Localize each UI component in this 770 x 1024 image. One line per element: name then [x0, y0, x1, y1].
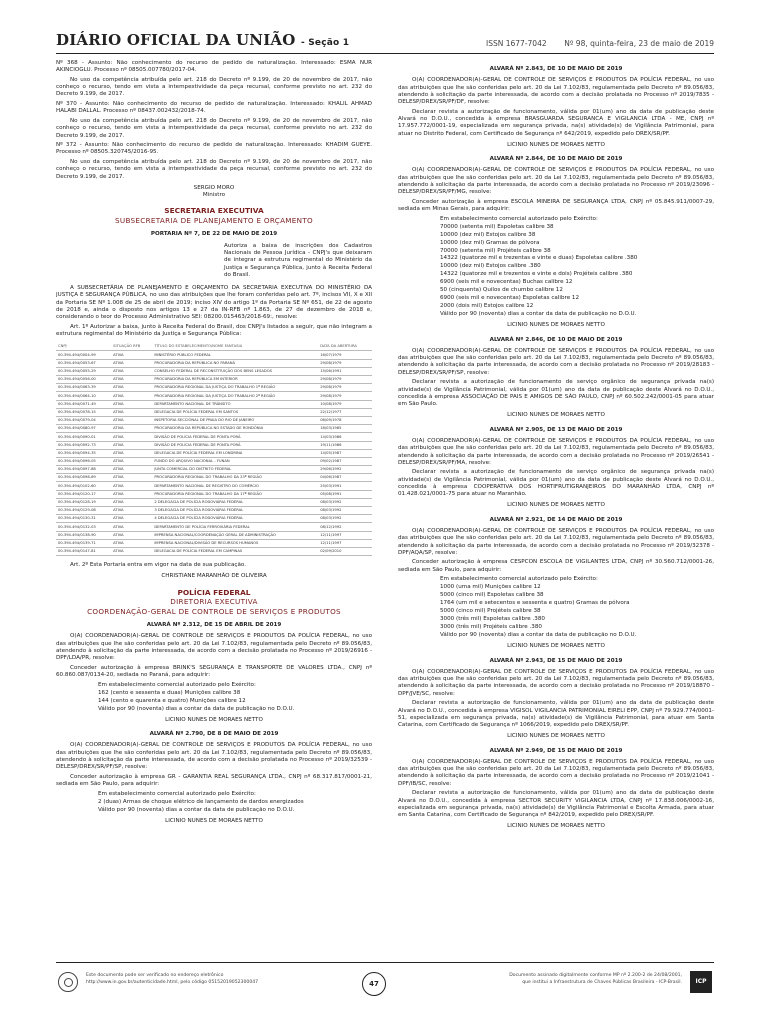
table-cell: 22/12/1977: [318, 408, 372, 416]
table-cell: 00.394.494/0092-73: [56, 441, 111, 449]
table-row: [56, 400, 372, 408]
table-cell: ATIVA: [111, 515, 152, 523]
table-row: [56, 433, 372, 441]
alvara-title: ALVARÁ Nº 2.905, DE 13 DE MAIO DE 2019: [489, 426, 623, 433]
list-item: 6900 (seis mil e novecentas) Buchas calibre 12: [440, 279, 573, 286]
table-cell: 18/03/1985: [318, 425, 372, 433]
table-cell: 19/11/1986: [318, 441, 372, 449]
org-subheading: SUBSECRETARIA DE PLANEJAMENTO E ORÇAMENTO: [115, 216, 313, 226]
table-cell: CONSELHO FEDERAL DE RECONSTITUIÇÃO DOS BENS LESADOS: [152, 367, 318, 375]
portaria-body: A SUBSECRETÁRIA DE PLANEJAMENTO E ORÇAMENTO DA SECRETARIA EXECUTIVA DO MINISTÉRIO DA JUSTIÇA E SEGURANÇA PÚBLICA, no uso das atribuições que lhe foram conferidas pelo art. 7º, incisos VII, X e XII da Portaria SE Nº 1.008 de 25 de abril de 2019; inciso XIV do artigo 1º da Portaria SE Nº 651, de 22 de agosto de 2018 e, ainda o disposto nos artigos 13 e 27 da IN-RFB nº 1.863, de 27 de dezembro de 2018 e, considerando o teor do Processo Administrativo SEI: 08200.015463/2018-69:, resolve:: [56, 285, 372, 321]
journal-title: DIÁRIO OFICIAL DA UNIÃO - Seção 1: [56, 30, 350, 49]
issn: ISSN 1677-7042: [486, 39, 547, 49]
table-cell: 14/05/1987: [318, 449, 372, 457]
table-cell: 08/03/1992: [318, 515, 372, 523]
list-item: 5000 (cinco mil) Projéteis calibre 38: [440, 608, 541, 615]
table-cell: ATIVA: [111, 539, 152, 547]
table-cell: DELEGACIA DE POLÍCIA FEDERAL EM SANTOS: [152, 408, 318, 416]
list-item: 70000 (setenta mil) Espoletas calibre 38: [440, 223, 554, 230]
alvara-paragraph: O(A) COORDENADOR(A)-GERAL DE CONTROLE DE SERVIÇOS E PRODUTOS DA POLÍCIA FEDERAL, no uso das atribuições que lhe são conferidas pelo art. 20 da Lei 7.102/83, regulamentada pelo Decreto nº 89.056/83, atendendo à solicitação da parte interessada, de acordo com a decisão prolatada no Processo nº 2019/32378 - DPF/AQA/SP, resolve:: [398, 528, 714, 556]
list-item: 10000 (dez mil) Estojos calibre 38: [440, 231, 536, 238]
alvara-title: ALVARÁ Nº 2.790, DE 8 DE MAIO DE 2019: [149, 731, 279, 738]
edition-date: Nº 98, quinta-feira, 23 de maio de 2019: [564, 39, 714, 49]
table-cell: 25/03/1991: [318, 482, 372, 490]
table-cell: 29/06/1992: [318, 466, 372, 474]
table-cell: 00.394.494/0004-99: [56, 351, 111, 359]
alvara-title: ALVARÁ Nº 2.844, DE 10 DE MAIO DE 2019: [489, 156, 623, 163]
alvara-paragraph: O(A) COORDENADOR(A)-GERAL DE CONTROLE DE SERVIÇOS E PRODUTOS DA POLÍCIA FEDERAL, no uso das atribuições que lhe são conferidas pelo art. 20 da Lei 7.102/83, regulamentada pelo Decreto nº 89.056/83, atendendo à solicitação da parte interessada, de acordo com a decisão prolatada no Processo nº 2019/23096 - DELESP/DREX/SR/PF/MG, resolve:: [398, 167, 714, 196]
republic-seal-icon: [58, 972, 78, 992]
list-item: Válido por 90 (noventa) dias a contar da data de publicação no D.O.U.: [440, 311, 637, 318]
alvara-paragraph: Conceder autorização à empresa GR - GARANTIA REAL SEGURANÇA LTDA., CNPJ nº 68.317.817/0001-21, sediada em São Paulo, para adquirir:: [56, 773, 372, 788]
table-cell: ATIVA: [111, 433, 152, 441]
table-cell: 06/09/1978: [318, 416, 372, 424]
table-cell: 2 DELEGACIA DE POLÍCIA RODOVIÁRIA FEDERAL: [152, 498, 318, 506]
table-row: [56, 547, 372, 555]
table-cell: 00.394.494/0096-05: [56, 457, 111, 465]
table-cell: ATIVA: [111, 376, 152, 384]
table-cell: 14/03/1986: [318, 433, 372, 441]
signature-moro: SERGIO MORO Ministro: [193, 184, 235, 199]
table-cell: DEPARTAMENTO NACIONAL DE TRÂNSITO: [152, 400, 318, 408]
alvara-paragraph: Declarar revista a autorização de funcionamento, válida por 01(um) ano da data de publicação deste Alvará no D.O.U., concedida à empresa SECTOR SECURITY VIGILANCIA LTDA, CNPJ nº 17.838.006/0002-16, especializada em segurança privada, na(s) atividade(s) de Vigilância Patrimonial e Escolta Armada, para atuar em Santa Catarina, com Certificado de Segurança nº 842/2019, expedido pelo DREX/SR/PF.: [398, 790, 714, 819]
table-cell: ATIVA: [111, 351, 152, 359]
left-column: [56, 60, 372, 955]
table-cell: 00.394.494/0132-03: [56, 523, 111, 531]
list-item: 14322 (quatorze mil e trezentas e vinte e duas) Espoletas calibre .380: [440, 255, 638, 262]
table-header-cell: SITUAÇÃO RFB: [111, 343, 152, 351]
table-row: [56, 416, 372, 424]
signature-licinio: LICINIO NUNES DE MORAES NETTO: [165, 817, 263, 824]
table-cell: PROCURADORIA DA REPÚBLICA NO PARANÁ: [152, 359, 318, 367]
table-cell: 08/03/1992: [318, 507, 372, 515]
table-cell: 16/07/1979: [318, 351, 372, 359]
table-row: [56, 515, 372, 523]
alvara-title: ALVARÁ Nº 2.949, DE 15 DE MAIO DE 2019: [489, 747, 623, 754]
decision-370: Nº 370 - Assunto: Não conhecimento do recurso de pedido de naturalização. Interessado: KHALIL AHMAD HALABI DALLAL. Processo nº 08437.002432/2018-74.: [56, 101, 372, 115]
list-item: Válido por 90 (noventa) dias a contar da data de publicação no D.O.U.: [440, 632, 637, 639]
table-cell: PROCURADORIA REGIONAL DA JUSTIÇA DO TRABALHO 2ª REGIÃO: [152, 392, 318, 400]
list-item: 1000 (uma mil) Munições calibre 12: [440, 584, 541, 591]
decision-370-body: No uso da competência atribuída pelo art. 218 do Decreto nº 9.199, de 20 de novembro de 2017, não conheço o recurso, tendo em vista a intempestividade da peça recursal, conforme previsto no art. 232 do Decreto 9.199, de 2017.: [56, 118, 372, 139]
table-cell: ATIVA: [111, 425, 152, 433]
agency-subheading-2: COORDENAÇÃO-GERAL DE CONTROLE DE SERVIÇOS E PRODUTOS: [87, 606, 341, 616]
table-cell: ATIVA: [111, 384, 152, 392]
list-item: 10000 (dez mil) Gramas de pólvora: [440, 239, 540, 246]
table-row: [56, 474, 372, 482]
signature-note: Documento assinado digitalmente conforme MP nº 2.200-2 de 24/08/2001, que institui a Infraestrutura de Chaves Públicas Brasileira - ICP-Brasil.: [509, 973, 682, 985]
table-row: [56, 408, 372, 416]
table-cell: 12/11/1997: [318, 539, 372, 547]
list-item: 50 (cinquenta) Quilos de chumbo calibre 12: [440, 287, 563, 294]
signature-licinio: LICINIO NUNES DE MORAES NETTO: [507, 412, 605, 419]
table-cell: FUNDO DO ARQUIVO NACIONAL - FUNAN: [152, 457, 318, 465]
table-cell: 29/08/1979: [318, 376, 372, 384]
table-cell: DEPARTAMENTO NACIONAL DE REGISTRO DO COMÉRCIO: [152, 482, 318, 490]
table-header-cell: TÍTULO DO ESTABELECIMENTO/NOME FANTASIA: [152, 343, 318, 351]
list-item: 10000 (dez mil) Estojos calibre .380: [440, 263, 541, 270]
alvara-paragraph: Declarar revista a autorização de funcionamento de serviço orgânico de segurança privada na(s) atividade(s) de Vigilância Patrimonial, válida por 01(um) ano da data de publicação deste Alvará no D.O.U., concedida à empresa ASSOCIAÇÃO DE PAIS E AMIGOS DE SÃO PAULO, CNPJ nº 60.502.242/0001-05 para atuar em São Paulo.: [398, 379, 714, 408]
alvara-paragraph: O(A) COORDENADOR(A)-GERAL DE CONTROLE DE SERVIÇOS E PRODUTOS DA POLÍCIA FEDERAL, no uso das atribuições que lhe são conferidas pelo art. 20 da Lei 7.102/83, regulamentada pelo Decreto nº 89.056/83, atendendo à solicitação da parte interessada, de acordo com a decisão prolatada no Processo nº 2019/18870 - DPF/JVE/SC, resolve:: [398, 668, 714, 697]
table-cell: 12/11/1997: [318, 531, 372, 539]
table-row: [56, 392, 372, 400]
table-cell: INSPETORIA SECCIONAL DE PRAIA DO RIO DE JANEIRO: [152, 416, 318, 424]
table-cell: ATIVA: [111, 466, 152, 474]
signature-licinio: LICINIO NUNES DE MORAES NETTO: [165, 716, 263, 723]
table-cell: 00.394.494/0071-49: [56, 400, 111, 408]
table-cell: 08/12/1992: [318, 523, 372, 531]
table-cell: PROCURADORIA DA REPÚBLICA NO ESTADO DE RONDÔNIA: [152, 425, 318, 433]
table-header-cell: DATA DA ABERTURA: [318, 343, 372, 351]
alvara-title: ALVARÁ Nº 2.843, DE 10 DE MAIO DE 2019: [489, 66, 623, 72]
table-cell: 00.394.494/0120-17: [56, 490, 111, 498]
table-cell: ATIVA: [111, 367, 152, 375]
table-cell: DIVISÃO DE POLÍCIA FEDERAL DE PONTA PORÃ: [152, 433, 318, 441]
table-cell: 00.394.494/0063-39: [56, 384, 111, 392]
table-cell: 00.394.494/0064-10: [56, 392, 111, 400]
table-header-cell: CNPJ: [56, 343, 111, 351]
table-cell: 05/08/1991: [318, 490, 372, 498]
alvara-title: ALVARÁ Nº 2.312, DE 15 DE ABRIL DE 2019: [146, 622, 282, 629]
table-cell: IMPRENSA NACIONAL/DIVISÃO DE RECURSOS HUMANOS: [152, 539, 318, 547]
signature-licinio: LICINIO NUNES DE MORAES NETTO: [507, 823, 605, 830]
table-cell: PROCURADORIA DA REPÚBLICA EM INTERIOR: [152, 376, 318, 384]
table-cell: ATIVA: [111, 523, 152, 531]
verification-link[interactable]: http://www.in.gov.br/autenticidade.html, pelo código 05152019052300047: [86, 979, 259, 985]
table-row: [56, 482, 372, 490]
decision-372: Nº 372 - Assunto: Não conhecimento do recurso de pedido de naturalização. Interessado: KHADIM GUEYE. Processo nº 08505.320745/2016-95.: [56, 142, 372, 156]
table-cell: 08/03/1992: [318, 498, 372, 506]
alvara-paragraph: Conceder autorização à empresa ESCOLA MINEIRA DE SEGURANÇA LTDA, CNPJ nº 05.845.911/0007-29, sediada em Minas Gerais, para adquirir:: [398, 198, 714, 213]
table-cell: 29/08/1979: [318, 384, 372, 392]
alvara-paragraph: O(A) COORDENADOR(A)-GERAL DE CONTROLE DE SERVIÇOS E PRODUTOS DA POLÍCIA FEDERAL, no uso das atribuições que lhe são conferidas pelo art. 20 da Lei 7.102/83, regulamentada pelo Decreto nº 89.056/83, atendendo à solicitação da parte interessada, de acordo com a decisão prolatada no Processo nº 2019/32539 - DELESP/DREX/SR/PF/SP, resolve:: [56, 742, 372, 771]
table-cell: 15/06/1991: [318, 367, 372, 375]
table-cell: 09/02/1987: [318, 457, 372, 465]
table-cell: ATIVA: [111, 449, 152, 457]
section-label: - Seção 1: [300, 37, 350, 48]
table-row: [56, 376, 372, 384]
table-row: [56, 441, 372, 449]
table-cell: PROCURADORIA REGIONAL DO TRABALHO DA 17ª REGIÃO: [152, 490, 318, 498]
table-cell: JUNTA COMERCIAL DO DISTRITO FEDERAL: [152, 466, 318, 474]
table-row: [56, 539, 372, 547]
signature-licinio: LICINIO NUNES DE MORAES NETTO: [507, 643, 605, 650]
list-item: 5000 (cinco mil) Espoletas calibre 38: [440, 592, 544, 599]
table-cell: 10/08/1979: [318, 400, 372, 408]
table-cell: 00.394.494/0056-00: [56, 376, 111, 384]
table-row: [56, 367, 372, 375]
portaria-ementa: Autoriza a baixa de inscrições dos Cadastros Nacionais de Pessoa Jurídica - CNPJ's que deixaram de integrar a estrutura regimental do Ministério da Justiça e Segurança Pública, junto à Receita Federal do Brasil.: [224, 242, 372, 278]
list-item: 3000 (três mil) Espoletas calibre .380: [440, 616, 545, 623]
table-cell: 29/08/1979: [318, 392, 372, 400]
page-footer: [56, 962, 714, 1002]
list-item: 14322 (quatorze mil e trezentos e vinte e dois) Projéteis calibre .380: [440, 271, 633, 278]
table-cell: 29/08/1979: [318, 359, 372, 367]
table-row: [56, 449, 372, 457]
table-cell: ATIVA: [111, 498, 152, 506]
list-item: 2000 (dois mil) Estojos calibre 12: [440, 303, 534, 310]
alvara-paragraph: O(A) COORDENADOR(A)-GERAL DE CONTROLE DE SERVIÇOS E PRODUTOS DA POLÍCIA FEDERAL, no uso das atribuições que lhe são conferidas pelo art. 20 da Lei 7.102/83, regulamentada pelo Decreto nº 89.056/83, atendendo à solicitação da parte interessada, de acordo com a decisão prolatada no Processo nº 2019/21041 - DPF/IB/SC, resolve:: [398, 758, 714, 787]
table-row: [56, 490, 372, 498]
alvara-paragraph: Declarar revista a autorização de funcionamento, válida por 01(um) ano da data de publicação deste Alvará no D.O.U., concedida à empresa VIGISOL VIGILANCIA PATRIMONIAL EIRELI EPP, CNPJ nº 79.929.774/0001-51, especializada em segurança privada, na(s) atividade(s) de Vigilância Patrimonial, para atuar em Santa Catarina, com Certificado de Segurança nº 1066/2019, expedido pelo DREX/SR/PF.: [398, 700, 714, 729]
table-cell: IMPRENSA NACIONAL/COORDENAÇÃO GERAL DE ADMINISTRAÇÃO: [152, 531, 318, 539]
list-item: 1764 (um mil e setecentos e sessenta e quatro) Gramas de pólvora: [440, 600, 630, 607]
decision-368-body: No uso da competência atribuída pelo art. 218 do Decreto nº 9.199, de 20 de novembro de 2017, não conheço o recurso, tendo em vista a intempestividade da peça recursal, conforme previsto no art. 232 do Decreto 9.199, de 2017.: [56, 76, 372, 98]
table-row: [56, 531, 372, 539]
signature-licinio: LICINIO NUNES DE MORAES NETTO: [507, 502, 605, 509]
list-item: Em estabelecimento comercial autorizado pelo Exército:: [440, 576, 598, 583]
table-cell: ATIVA: [111, 531, 152, 539]
table-cell: ATIVA: [111, 547, 152, 555]
list-item: Em estabelecimento comercial autorizado pelo Exército:: [440, 215, 598, 222]
table-cell: ATIVA: [111, 400, 152, 408]
table-cell: DELEGACIA DE POLÍCIA FEDERAL EM CAMPINAS: [152, 547, 318, 555]
table-cell: 00.394.494/0078-15: [56, 408, 111, 416]
table-cell: 00.394.494/0097-88: [56, 466, 111, 474]
table-row: [56, 384, 372, 392]
alvara-paragraph: O(A) COORDENADOR(A)-GERAL DE CONTROLE DE SERVIÇOS E PRODUTOS DA POLÍCIA FEDERAL, no uso das atribuições que lhe são conferidas pelo art. 20 da Lei 7.102/83, regulamentada pelo Decreto nº 89.056/83, atendendo à solicitação da parte interessada, de acordo com a decisão prolatada no Processo nº 2019/26916 - DPF/LDA/PR, resolve:: [56, 633, 372, 662]
verification-note: Este documento pode ser verificado no endereço eletrônico http://www.in.gov.br/autenticidade.html, pelo código 05152019052300047: [86, 973, 366, 987]
agency-heading: POLÍCIA FEDERAL: [177, 587, 251, 597]
page-number: 47: [362, 972, 386, 996]
table-cell: ATIVA: [111, 408, 152, 416]
table-row: [56, 466, 372, 474]
cnpj-table: [56, 343, 372, 556]
table-cell: ATIVA: [111, 392, 152, 400]
alvara-title: ALVARÁ Nº 2.846, DE 10 DE MAIO DE 2019: [489, 336, 623, 343]
table-cell: 00.394.494/0147-81: [56, 547, 111, 555]
right-column: [398, 60, 714, 955]
alvara-paragraph: O(A) COORDENADOR(A)-GERAL DE CONTROLE DE SERVIÇOS E PRODUTOS DA POLÍCIA FEDERAL, no uso das atribuições que lhe são conferidas pelo art. 20 da Lei 7.102/83, regulamentada pelo Decreto nº 89.056/83, atendendo à solicitação da parte interessada, de acordo com a decisão prolatada no Processo nº 2019/7835 - DELESP/DREX/SR/PF/DF, resolve:: [398, 77, 714, 106]
table-row: [56, 498, 372, 506]
list-item: 3000 (três mil) Projéteis calibre .380: [440, 624, 542, 631]
table-cell: 00.394.494/0130-31: [56, 515, 111, 523]
table-cell: 4 DELEGACIA DE POLÍCIA RODOVIÁRIA FEDERAL: [152, 515, 318, 523]
table-cell: 02/09/2010: [318, 547, 372, 555]
table-row: [56, 523, 372, 531]
alvara-paragraph: O(A) COORDENADOR(A)-GERAL DE CONTROLE DE SERVIÇOS E PRODUTOS DA POLÍCIA FEDERAL, no uso das atribuições que lhe são conferidas pelo art. 20 da Lei 7.102/83, regulamentada pelo Decreto nº 89.056/83, atendendo à solicitação da parte interessada, de acordo com a decisão prolatada no Processo nº 2019/26541 - DELESP/DREX/SR/PF/MA, resolve:: [398, 437, 714, 466]
decision-372-body: No uso da competência atribuída pelo art. 218 do Decreto nº 9.199, de 20 de novembro de 2017, não conheço o recurso, tendo em vista a intempestividade da peça recursal, conforme previsto no art. 232 do Decreto 9.199, de 2017.: [56, 159, 372, 180]
alvara-paragraph: Conceder autorização à empresa BRINK'S SEGURANÇA E TRANSPORTE DE VALORES LTDA., CNPJ nº 60.860.087/0134-20, sediada no Paraná, para adquirir:: [56, 664, 372, 679]
table-cell: ATIVA: [111, 474, 152, 482]
table-cell: ATIVA: [111, 441, 152, 449]
table-header-row: [56, 343, 372, 351]
table-cell: 00.394.494/0138-90: [56, 531, 111, 539]
table-row: [56, 507, 372, 515]
signature-licinio: LICINIO NUNES DE MORAES NETTO: [507, 141, 605, 148]
table-cell: PROCURADORIA REGIONAL DO TRABALHO DA 23ª REGIÃO: [152, 474, 318, 482]
table-row: [56, 457, 372, 465]
alvara-title: ALVARÁ Nº 2.921, DE 14 DE MAIO DE 2019: [489, 516, 623, 523]
table-cell: DELEGACIA DE POLÍCIA FEDERAL EM LONDRINA: [152, 449, 318, 457]
signature-christiane: CHRISTIANE MARANHÃO DE OLIVEIRA: [161, 573, 267, 580]
alvara-paragraph: Declarar revista a autorização de funcionamento, válida por 01(um) ano da data de publicação deste Alvará no D.O.U., concedida à empresa BRASGUARDA SEGURANCA E VIGILANCIA LTDA - ME, CNPJ nº 17.957.772/0001-19, especializada em segurança privada, na(s) atividade(s) de Vigilância Patrimonial, para atuar no Distrito Federal, com Certificado de Segurança nº 642/2019, expedido pelo DREX/SR/PF.: [398, 108, 714, 137]
table-cell: 00.394.494/0139-71: [56, 539, 111, 547]
table-cell: DEPARTAMENTO DE POLÍCIA FERROVIÁRIA FEDERAL: [152, 523, 318, 531]
table-cell: 00.394.494/0080-97: [56, 425, 111, 433]
decision-368: Nº 368 - Assunto: Não conhecimento do recurso de pedido de naturalização. Interessado: ESMA NUR AKINCIOGLU. Processo nº 08505.007780/2017-04.: [56, 60, 372, 74]
portaria-art2: Art. 2º Esta Portaria entra em vigor na data de sua publicação.: [70, 562, 246, 569]
table-cell: MINISTÉRIO PÚBLICO FEDERAL: [152, 351, 318, 359]
list-item: 6900 (seis mil e novecentas) Espoletas calibre 12: [440, 295, 580, 302]
table-cell: ATIVA: [111, 490, 152, 498]
table-cell: ATIVA: [111, 416, 152, 424]
alvara-title: ALVARÁ Nº 2.943, DE 15 DE MAIO DE 2019: [489, 657, 623, 664]
signature-licinio: LICINIO NUNES DE MORAES NETTO: [507, 322, 605, 329]
list-item: 70000 (setenta mil) Projéteis calibre 38: [440, 247, 551, 254]
table-cell: 00.394.494/0094-35: [56, 449, 111, 457]
table-cell: 00.394.494/0055-29: [56, 367, 111, 375]
table-cell: ATIVA: [111, 507, 152, 515]
alvara-list: Em estabelecimento comercial autorizado pelo Exército: 162 (cento e sessenta e duas) Munições calibre 38 144 (cento e quarenta e quatro) Munições calibre 12 Válido por 90 (noventa) dias a contar da data de publicação no D.O.U.: [98, 681, 295, 712]
table-cell: 00.394.494/0129-08: [56, 507, 111, 515]
table-row: [56, 351, 372, 359]
alvara-paragraph: Conceder autorização à empresa CESPCON ESCOLA DE VIGILANTES LTDA, CNPJ nº 30.560.712/0001-26, sediada em São Paulo, para adquirir:: [398, 559, 714, 573]
table-cell: 00.394.494/0098-69: [56, 474, 111, 482]
table-cell: 3 DELEGACIA DE POLÍCIA RODOVIÁRIA FEDERAL: [152, 507, 318, 515]
agency-subheading-1: DIRETORIA EXECUTIVA: [170, 597, 258, 607]
alvara-paragraph: O(A) COORDENADOR(A)-GERAL DE CONTROLE DE SERVIÇOS E PRODUTOS DA POLÍCIA FEDERAL, no uso das atribuições que lhe são conferidas pelo art. 20 da Lei 7.102/83, regulamentada pelo Decreto nº 89.056/83, atendendo à solicitação da parte interessada, de acordo com a decisão prolatada no Processo nº 2019/28183 - DELESP/DREX/SR/PF/SP, resolve:: [398, 347, 714, 376]
table-cell: 00.394.494/0090-01: [56, 433, 111, 441]
table-cell: ATIVA: [111, 359, 152, 367]
table-cell: ATIVA: [111, 482, 152, 490]
alvara-list: [440, 576, 714, 639]
signature-licinio: LICINIO NUNES DE MORAES NETTO: [507, 733, 605, 740]
table-cell: 00.394.494/0053-67: [56, 359, 111, 367]
table-cell: 00.394.494/0102-60: [56, 482, 111, 490]
portaria-title: PORTARIA Nº 7, DE 22 DE MAIO DE 2019: [150, 231, 278, 238]
alvara-list: Em estabelecimento comercial autorizado pelo Exército: 2 (duas) Armas de choque elétrico de lançamento de dardos energizados Válido por 90 (noventa) dias a contar da data de publicação no D.O.U.: [98, 790, 304, 813]
icp-brasil-logo-icon: ICP: [690, 971, 712, 993]
table-cell: 04/06/1987: [318, 474, 372, 482]
alvara-list: [440, 216, 714, 319]
portaria-art1: Art. 1º Autorizar a baixa, junto à Receita Federal do Brasil, dos CNPJ's listados a seguir, que não integram a estrutura regimental do Ministério da Justiça e Segurança Pública:: [56, 323, 372, 338]
table-cell: DIVISÃO DE POLÍCIA FEDERAL DE PONTA PORÃ: [152, 441, 318, 449]
table-cell: 00.394.494/0079-04: [56, 416, 111, 424]
table-row: [56, 359, 372, 367]
table-cell: ATIVA: [111, 457, 152, 465]
table-cell: 00.394.494/0128-19: [56, 498, 111, 506]
page-header: [56, 30, 714, 54]
org-heading: SECRETARIA EXECUTIVA: [164, 206, 264, 216]
table-cell: PROCURADORIA REGIONAL DA JUSTIÇA DO TRABALHO 1ª REGIÃO: [152, 384, 318, 392]
table-row: [56, 425, 372, 433]
alvara-paragraph: Declarar revista a autorização de funcionamento de serviço orgânico de segurança privada na(s) atividade(s) de Vigilância Patrimonial, válida por 01(um) ano da data de publicação deste Alvará no D.O.U., concedida à empresa COOPERATIVA DOS HORTIFRUTIGRANJEIROS DO MARANHÃO LTDA, CNPJ nº 01.428.021/0001-75 para atuar no Maranhão.: [398, 469, 714, 498]
